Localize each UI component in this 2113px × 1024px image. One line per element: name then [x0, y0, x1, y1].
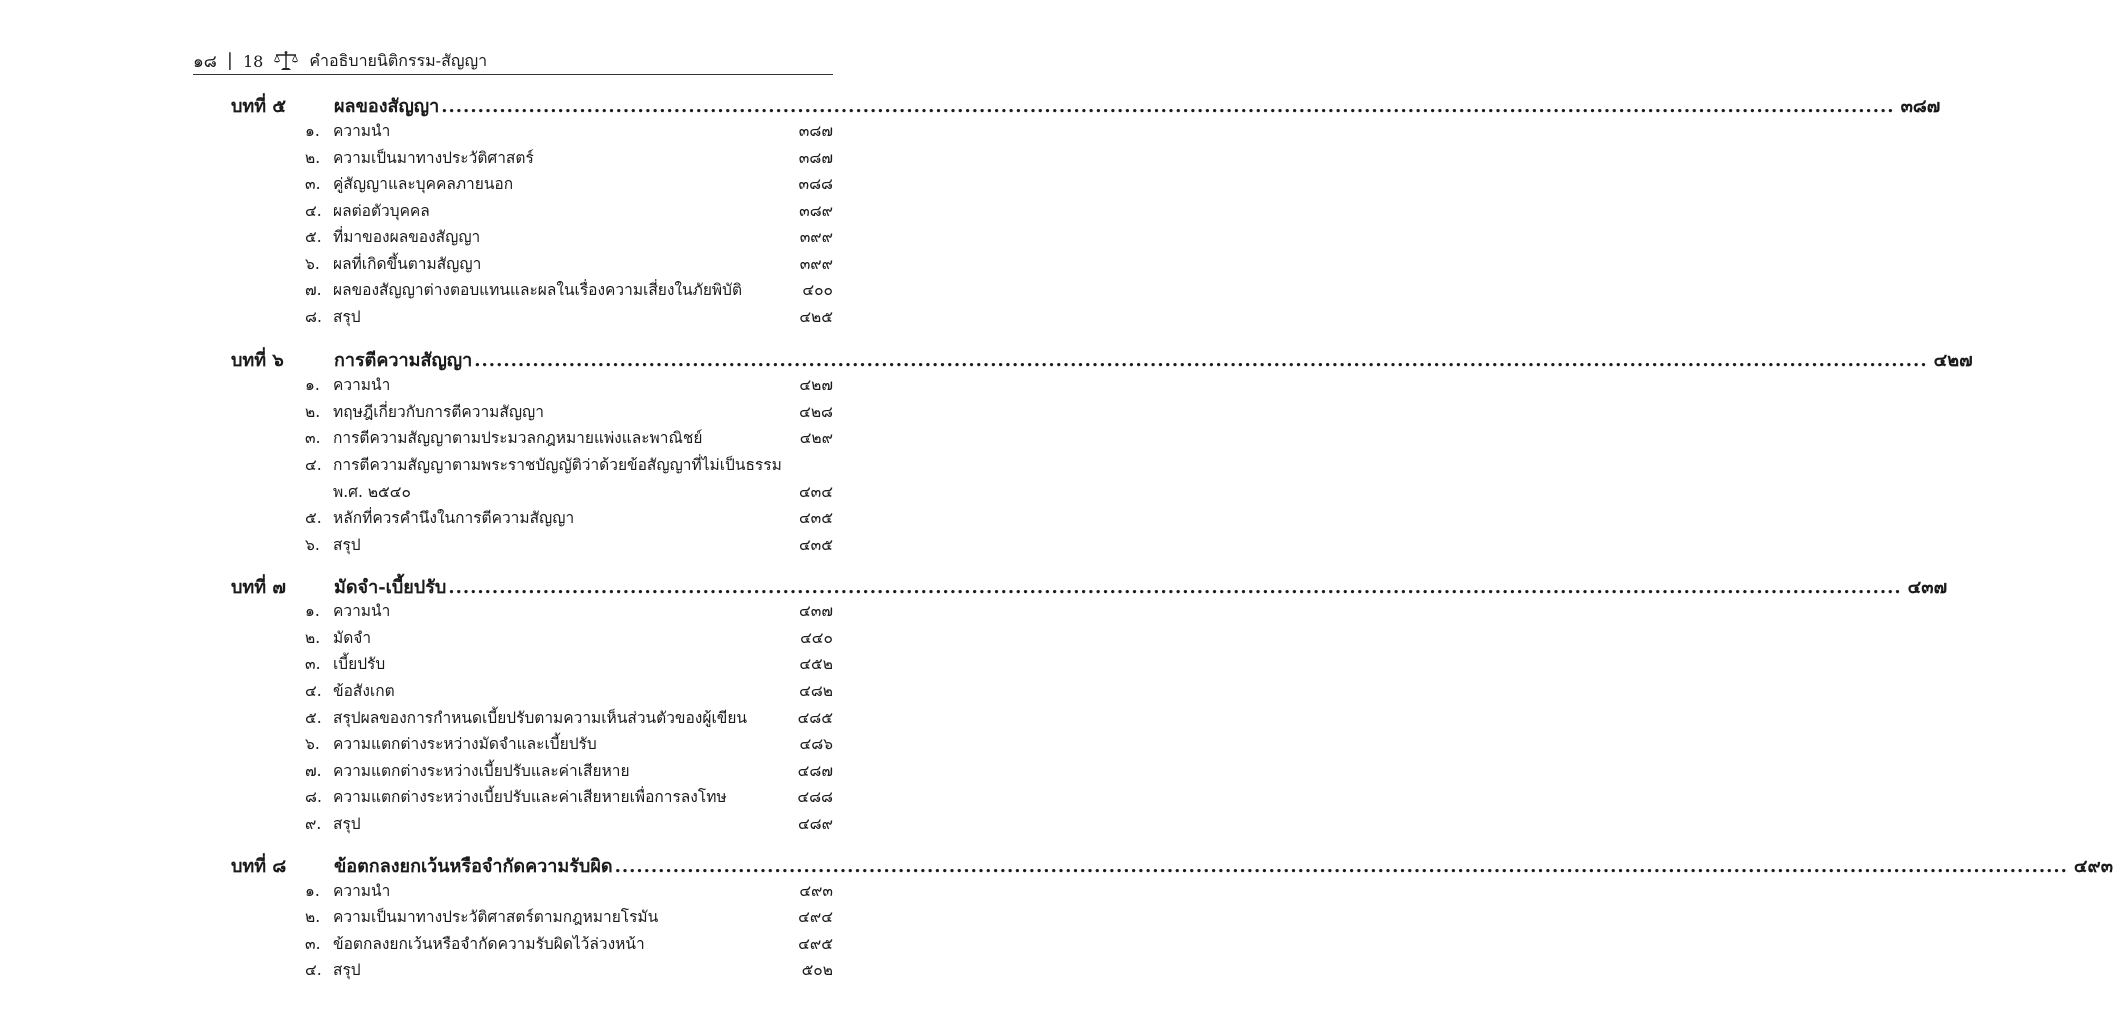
item-number: ๙. — [305, 815, 322, 833]
toc-item — [305, 811, 833, 837]
item-title-continuation: พ.ศ. ๒๕๔๐ — [333, 483, 411, 501]
item-number: ๑. — [305, 376, 320, 394]
chapter-page: ๔๒๗ — [1933, 350, 1973, 371]
item-page: ๔๒๗ — [799, 376, 833, 394]
item-title: ผลที่เกิดขึ้นตามสัญญา — [333, 255, 482, 273]
item-page: ๔๐๐ — [802, 281, 833, 299]
item-page: ๔๓๗ — [799, 602, 833, 620]
toc-item — [305, 145, 833, 171]
toc-item-continuation — [333, 479, 833, 505]
item-page: ๔๙๓ — [799, 882, 833, 900]
dot-leaders: ........................................................................................................................................................................................................ — [448, 577, 1902, 598]
chapter-label: บทที่ ๕ — [231, 96, 287, 117]
item-page: ๔๘๖ — [799, 735, 833, 753]
item-number: ๓. — [305, 655, 321, 673]
item-title: ความนำ — [333, 122, 391, 140]
chapter-heading — [231, 91, 1941, 117]
chapter-label: บทที่ ๘ — [231, 856, 287, 877]
item-page: ๔๘๘ — [797, 788, 833, 806]
item-title: ความเป็นมาทางประวัติศาสตร์ตามกฎหมายโรมัน — [333, 908, 659, 926]
item-number: ๖. — [305, 735, 320, 753]
item-number: ๑. — [305, 882, 320, 900]
item-title: เบี้ยปรับ — [333, 655, 386, 673]
item-title: การตีความสัญญาตามพระราชบัญญัติว่าด้วยข้อสัญญาที่ไม่เป็นธรรม — [333, 456, 782, 474]
toc-item — [305, 171, 833, 197]
item-title: มัดจำ — [333, 629, 372, 647]
item-number: ๒. — [305, 908, 321, 926]
running-header — [193, 47, 833, 75]
item-number: ๗. — [305, 762, 322, 780]
chapter-heading — [231, 345, 1973, 371]
item-number: ๓. — [305, 175, 321, 193]
item-page: ๔๓๕ — [798, 536, 833, 554]
header-separator: | — [226, 50, 233, 71]
toc-item — [305, 598, 833, 624]
chapter-title: มัดจำ-เบี้ยปรับ — [334, 577, 447, 598]
item-title: ความแตกต่างระหว่างมัดจำและเบี้ยปรับ — [333, 735, 597, 753]
chapter-label: บทที่ ๗ — [231, 577, 286, 598]
item-title: ความแตกต่างระหว่างเบี้ยปรับและค่าเสียหายเพื่อการลงโทษ — [333, 788, 727, 806]
item-title: ผลของสัญญาต่างตอบแทนและผลในเรื่องความเสี่ยงในภัยพิบัติ — [333, 281, 743, 299]
item-page: ๔๙๕ — [798, 935, 833, 953]
item-number: ๓. — [305, 429, 321, 447]
toc-item — [305, 931, 833, 957]
item-title: สรุป — [333, 815, 361, 833]
toc-item — [305, 784, 833, 810]
item-page: ๔๕๒ — [799, 655, 833, 673]
item-number: ๖. — [305, 536, 320, 554]
toc-item — [305, 758, 833, 784]
item-title: สรุปผลของการกำหนดเบี้ยปรับตามความเห็นส่วนตัวของผู้เขียน — [333, 709, 748, 727]
chapter-heading — [231, 572, 1948, 598]
toc-item — [305, 904, 833, 930]
item-page: ๓๘๗ — [798, 149, 833, 167]
item-number: ๔. — [305, 961, 322, 979]
scales-of-justice-icon — [273, 50, 299, 72]
toc-item — [305, 731, 833, 757]
toc-item — [305, 625, 833, 651]
item-title: สรุป — [333, 308, 361, 326]
item-number: ๒. — [305, 149, 321, 167]
toc-item — [305, 452, 833, 478]
item-number: ๔. — [305, 456, 322, 474]
item-page: ๔๒๘ — [799, 403, 833, 421]
toc-item — [305, 372, 833, 398]
item-page: ๔๒๕ — [799, 308, 833, 326]
chapter-label: บทที่ ๖ — [231, 350, 284, 371]
item-title: ความนำ — [333, 602, 391, 620]
item-number: ๑. — [305, 602, 320, 620]
toc-item — [305, 651, 833, 677]
item-page: ๔๘๙ — [797, 815, 833, 833]
item-number: ๓. — [305, 935, 321, 953]
item-number: ๘. — [305, 788, 322, 806]
dot-leaders: ........................................................................................................................................................................................................ — [441, 96, 1895, 117]
item-title: ที่มาของผลของสัญญา — [333, 228, 481, 246]
item-number: ๕. — [305, 228, 322, 246]
toc-item — [305, 878, 833, 904]
item-number: ๑. — [305, 122, 320, 140]
item-page: ๔๙๔ — [798, 908, 833, 926]
chapter-page: ๔๓๗ — [1907, 577, 1948, 598]
toc-item — [305, 277, 833, 303]
toc-item — [305, 957, 833, 983]
item-title: การตีความสัญญาตามประมวลกฎหมายแพ่งและพาณิชย์ — [333, 429, 703, 447]
toc-item — [305, 399, 833, 425]
item-page: ๔๘๕ — [797, 709, 833, 727]
item-page: ๔๒๙ — [799, 429, 833, 447]
item-page: ๓๘๘ — [798, 175, 833, 193]
item-title: ข้อสังเกต — [333, 682, 395, 700]
item-page: ๓๙๙ — [799, 228, 833, 246]
toc-item — [305, 118, 833, 144]
item-title: ความนำ — [333, 882, 391, 900]
toc-item — [305, 224, 833, 250]
item-title: สรุป — [333, 536, 361, 554]
item-title: ความแตกต่างระหว่างเบี้ยปรับและค่าเสียหาย — [333, 762, 630, 780]
item-title: ความนำ — [333, 376, 391, 394]
item-page: ๕๐๒ — [801, 961, 833, 979]
toc-item — [305, 532, 833, 558]
toc-item — [305, 198, 833, 224]
item-page: ๓๘๙ — [799, 202, 833, 220]
chapter-page: ๔๙๓ — [2073, 856, 2113, 877]
item-title: ความเป็นมาทางประวัติศาสตร์ — [333, 149, 534, 167]
dot-leaders: ........................................................................................................................................................................................................ — [474, 350, 1928, 371]
item-number: ๕. — [305, 509, 322, 527]
item-title: สรุป — [333, 961, 361, 979]
item-number: ๘. — [305, 308, 322, 326]
chapter-heading — [231, 851, 2113, 877]
item-page: ๔๔๐ — [800, 629, 833, 647]
toc-item — [305, 678, 833, 704]
item-page: ๔๓๔ — [798, 483, 833, 501]
toc-item — [305, 505, 833, 531]
toc-item — [305, 705, 833, 731]
header-rule — [193, 74, 833, 75]
item-title: ข้อตกลงยกเว้นหรือจำกัดความรับผิดไว้ล่วงหน้า — [333, 935, 645, 953]
page-number-thai: ๑๘ — [193, 51, 217, 72]
item-number: ๖. — [305, 255, 320, 273]
item-page: ๓๙๙ — [799, 255, 833, 273]
toc-item — [305, 425, 833, 451]
item-number: ๗. — [305, 281, 322, 299]
item-title: ทฤษฎีเกี่ยวกับการตีความสัญญา — [333, 403, 544, 421]
item-number: ๔. — [305, 202, 322, 220]
item-page: ๓๘๗ — [798, 122, 833, 140]
book-title: คำอธิบายนิติกรรม-สัญญา — [309, 50, 488, 70]
item-number: ๒. — [305, 403, 321, 421]
page-number: 18 — [242, 51, 264, 71]
item-number: ๒. — [305, 629, 321, 647]
toc-item — [305, 251, 833, 277]
item-page: ๔๘๗ — [797, 762, 833, 780]
item-title: คู่สัญญาและบุคคลภายนอก — [333, 175, 514, 193]
item-page: ๔๘๒ — [799, 682, 833, 700]
toc-item — [305, 304, 833, 330]
chapter-title: ผลของสัญญา — [334, 96, 440, 117]
item-page: ๔๓๕ — [798, 509, 833, 527]
item-title: ผลต่อตัวบุคคล — [333, 202, 430, 220]
chapter-title: การตีความสัญญา — [334, 350, 473, 371]
item-title: หลักที่ควรคำนึงในการตีความสัญญา — [333, 509, 575, 527]
chapter-page: ๓๘๗ — [1900, 96, 1941, 117]
item-number: ๔. — [305, 682, 322, 700]
dot-leaders: ........................................................................................................................................................................................................ — [614, 856, 2068, 877]
item-number: ๕. — [305, 709, 322, 727]
chapter-title: ข้อตกลงยกเว้นหรือจำกัดความรับผิด — [334, 856, 613, 877]
